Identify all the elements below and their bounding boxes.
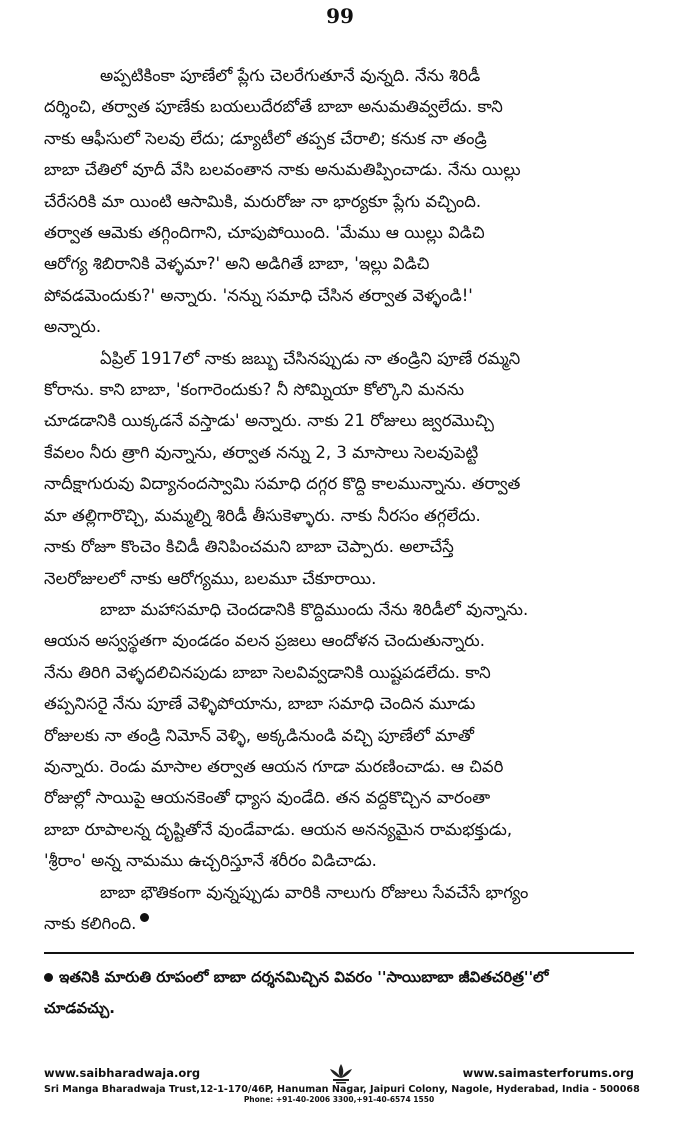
paragraph-2 [44,343,634,594]
text-line: నేను తిరిగి వెళ్ళదలిచినపుడు బాబా సెలవివ్వడానికి యిష్టపడలేదు. కాని [44,662,491,682]
footer-phone: Phone: +91-40-2006 3300,+91-40-6574 1550 [243,1095,435,1104]
footnote-line: చూడవచ్చు. [44,999,115,1017]
text-line: నెలరోజులలో నాకు ఆరోగ్యము, బలమూ చేకూరాయి. [44,568,377,588]
text-line: బాబా చేతిలో వూదీ వేసి బలవంతాన నాకు అనుమతిప్పించాడు. నేను యిల్లు [44,160,521,180]
footnote-marker-icon [140,913,149,922]
text-line: పోవడమెందుకు?' అన్నారు. 'నన్ను సమాధి చేసిన తర్వాత వెళ్ళండి!' [44,285,473,305]
text-line: తప్పనిసరై నేను పూణే వెళ్ళిపోయాను, బాబా సమాధి చెందిన మూడు [44,694,476,714]
text-line: నాకు రోజూ కొంచెం కిచిడీ తినిపించమని బాబా చెప్పారు. అలాచేస్తే [44,537,454,557]
footer-address: Sri Manga Bharadwaja Trust,12-1-170/46P, Hanuman Nagar, Jaipuri Colony, Nagole, Hyderabad, India - 500068 [44,1084,640,1095]
text-line: నాదీక్షాగురువు విద్యానందస్వామి సమాధి దగ్గర కొద్ది కాలమున్నాను. తర్వాత [44,474,521,494]
text-line: ఆరోగ్య శిబిరానికి వెళ్ళమా?' అని అడిగితే బాబా, 'ఇల్లు విడిచి [44,254,430,274]
text-line: చూడడానికి యిక్కడనే వస్తాడు' అన్నారు. నాకు 21 రోజులు జ్వరమొచ్చి [44,411,494,431]
text-line: ఆయన అస్వస్థతగా వుండడం వలన ప్రజలు ఆందోళన చెందుతున్నారు. [44,631,486,651]
page-number: 99 [326,4,354,28]
text-line-content: నాకు కలిగింది. [44,913,137,933]
text-line: రోజుల్లో సాయిపై ఆయనకెంతో ధ్యాస వుండేది. తన వద్దకొచ్చిన వారంతా [44,788,491,808]
footnote-divider [44,952,634,954]
text-line: మా తల్లిగారొచ్చి, మమ్మల్ని శిరిడీ తీసుకెళ్ళారు. నాకు నీరసం తగ్గలేదు. [44,505,481,525]
paragraph-3 [44,594,634,877]
text-line: తర్వాత ఆమెకు తగ్గిందిగాని, చూపుపోయింది. 'మేము ఆ యిల్లు విడిచి [44,223,485,243]
text-line: బాబా భౌతికంగా వున్నప్పుడు వారికి నాలుగు రోజులు సేవచేసే భాగ్యం [100,882,529,902]
text-line: దర్శించి, తర్వాత పూణేకు బయలుదేరబోతే బాబా అనుమతివ్వలేదు. కాని [44,97,503,117]
footnote [44,962,634,1024]
text-line: కేవలం నీరు త్రాగి వున్నాను, తర్వాత నన్ను 2, 3 మాసాలు సెలవుపెట్టి [44,442,479,462]
footnote-line [44,962,634,993]
paragraph-1 [44,60,634,343]
text-line: ఏప్రిల్ 1917లో నాకు జబ్బు చేసినప్పుడు నా తండ్రిని పూణే రమ్మని [100,348,521,368]
paragraph-4 [44,877,634,940]
text-line: నాకు ఆఫీసులో సెలవు లేదు; డ్యూటీలో తప్పక చేరాలి; కనుక నా తండ్రి [44,128,487,148]
text-line: బాబా మహాసమాధి చెందడానికి కొద్దిముందు నేను శిరిడీలో వున్నాను. [100,599,529,619]
footer-link-saibharadwaja[interactable]: www.saibharadwaja.org [44,1066,201,1080]
body-text [44,60,634,939]
footer-link-saimasterforums[interactable]: www.saimasterforums.org [462,1066,634,1080]
text-line: కోరాను. కాని బాబా, 'కంగారెందుకు? నీ సోమ్నియా కోల్కొని మనను [44,380,465,400]
footnote-text: ఇతనికి మారుతి రూపంలో బాబా దర్శనమిచ్చిన వివరం ''సాయిబాబా జీవితచరిత్ర''లో [59,968,549,986]
footnote-bullet-icon [44,973,53,982]
text-line: చేరేసరికి మా యింటి ఆసామికి, మరురోజు నా భార్యకూ ప్లేగు వచ్చింది. [44,191,482,211]
lotus-emblem-icon [327,1062,355,1084]
footer-urls [44,1066,634,1082]
text-line: బాబా రూపాలన్న దృష్టితోనే వుండేవాడు. ఆయన అనన్యమైన రామభక్తుడు, [44,819,513,839]
text-line [44,908,634,939]
text-line: 'శ్రీరాం' అన్న నామము ఉచ్చరిస్తూనే శరీరం విడిచాడు. [44,851,377,871]
page-footer [44,1066,640,1104]
text-line: రోజులకు నా తండ్రి నిమోన్ వెళ్ళి, అక్కడినుండి వచ్చి పూణేలో మాతో [44,725,475,745]
text-line: అన్నారు. [44,317,102,337]
text-line: అప్పటికింకా పూణేలో ప్లేగు చెలరేగుతూనే వున్నది. నేను శిరిడీ [100,66,481,85]
text-line: వున్నారు. రెండు మాసాల తర్వాత ఆయన గూడా మరణించాడు. ఆ చివరి [44,756,504,776]
